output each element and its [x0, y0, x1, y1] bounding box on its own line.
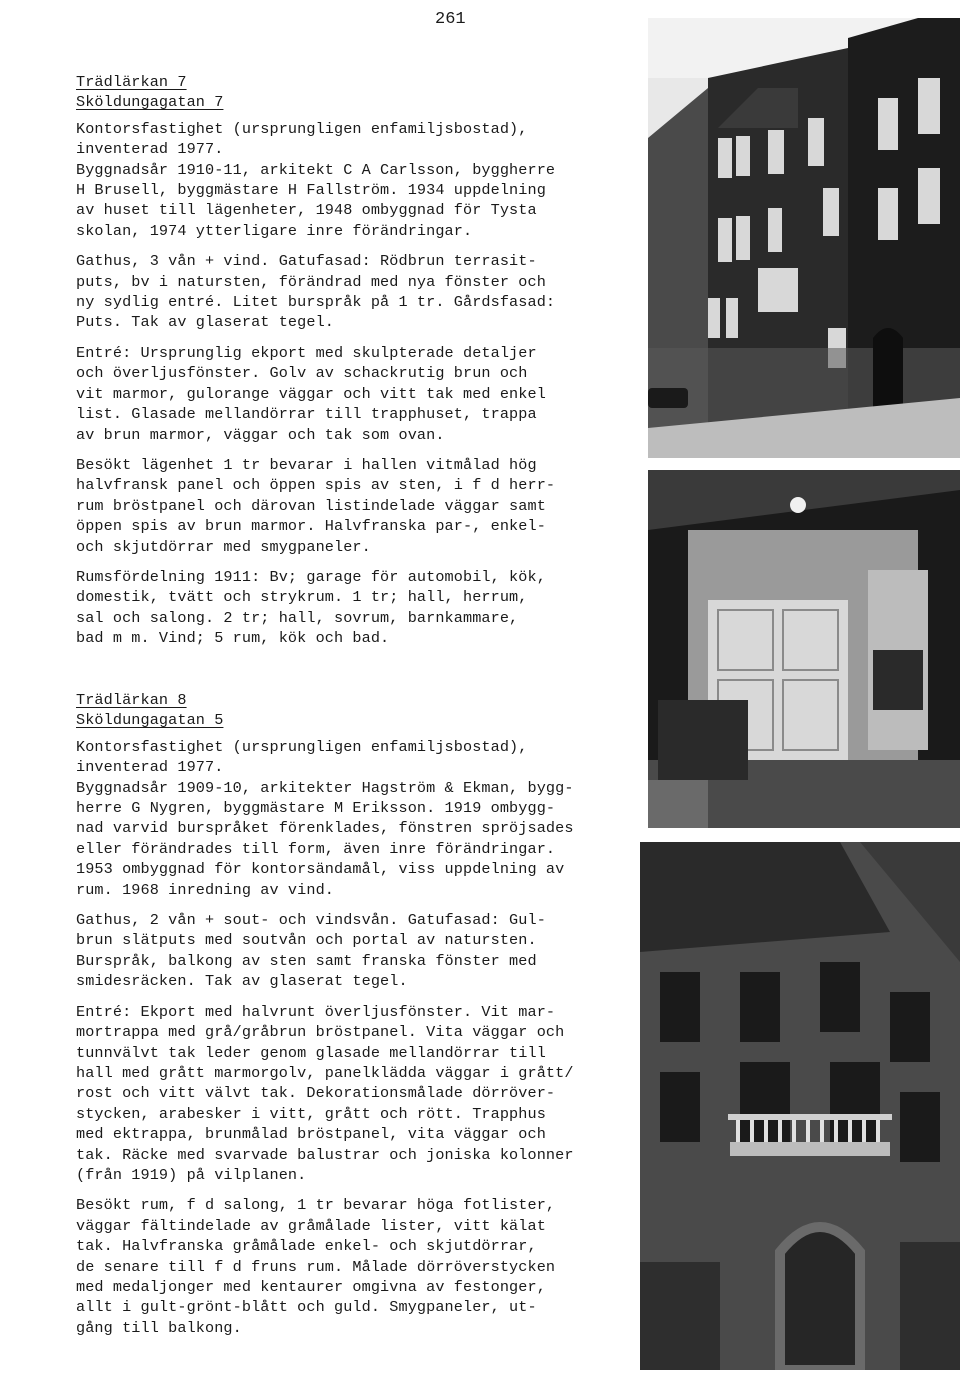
text-line: domestik, tvätt och strykrum. 1 tr; hall, herrum,	[76, 588, 528, 607]
paragraph	[76, 1195, 636, 1338]
text-line: list. Glasade mellandörrar till trapphuset, trappa	[76, 405, 537, 424]
text-line: 1953 ombyggnad för kontorsändamål, viss uppdelning av	[76, 860, 565, 879]
section-address: Sköldungagatan 7	[76, 93, 224, 112]
paragraph	[76, 737, 636, 900]
text-line: Byggnadsår 1909-10, arkitekter Hagström & Ekman, bygg-	[76, 778, 574, 797]
page-number: 261	[435, 10, 466, 29]
text-line: inventerad 1977.	[76, 140, 224, 159]
text-line: av huset till lägenheter, 1948 ombyggnad för Tysta	[76, 201, 537, 220]
text-line: sal och salong. 2 tr; hall, sovrum, barnkammare,	[76, 608, 519, 627]
text-line: rum bröstpanel och därovan listindelade väggar samt	[76, 496, 546, 515]
text-line: eller förändrades till form, även inre förändringar.	[76, 839, 556, 858]
text-line: Entré: Ursprunglig ekport med skulpterade detaljer	[76, 343, 537, 362]
paragraph	[76, 251, 636, 333]
text-line: brun slätputs med soutvån och portal av natursten.	[76, 931, 537, 950]
text-line: Kontorsfastighet (ursprungligen enfamiljsbostad),	[76, 737, 528, 756]
paragraph	[76, 343, 636, 445]
paragraph	[76, 567, 636, 649]
text-line: Besökt lägenhet 1 tr bevarar i hallen vitmålad hög	[76, 455, 537, 474]
text-line: Gathus, 2 vån + sout- och vindsvån. Gatufasad: Gul-	[76, 911, 546, 930]
text-line: och överljusfönster. Golv av schackrutig brun och	[76, 364, 528, 383]
text-line: ny sydlig entré. Litet burspråk på 1 tr. Gårdsfasad:	[76, 293, 556, 312]
text-line: tak. Halvfranska gråmålade enkel- och skjutdörrar,	[76, 1237, 537, 1256]
paragraph	[76, 455, 636, 557]
text-line: Kontorsfastighet (ursprungligen enfamiljsbostad),	[76, 119, 528, 138]
paragraph	[76, 1002, 636, 1186]
text-line: hall med grått marmorgolv, panelklädda väggar i grått/	[76, 1063, 574, 1082]
text-line: allt i gult-grönt-blått och guld. Smygpaneler, ut-	[76, 1298, 537, 1317]
text-line: Gathus, 3 vån + vind. Gatufasad: Rödbrun terrasit-	[76, 252, 537, 271]
text-line: herre G Nygren, byggmästare M Eriksson. 1919 ombygg-	[76, 799, 556, 818]
text-line: gång till balkong.	[76, 1318, 242, 1337]
text-line: mortrappa med grå/gråbrun bröstpanel. Vita väggar och	[76, 1023, 565, 1042]
text-line: tak. Räcke med svarvade balustrar och joniska kolonner	[76, 1145, 574, 1164]
text-line: halvfransk panel och öppen spis av sten, i f d herr-	[76, 476, 556, 495]
text-line: Puts. Tak av glaserat tegel.	[76, 313, 334, 332]
text-line: Byggnadsår 1910-11, arkitekt C A Carlsson, byggherre	[76, 160, 556, 179]
text-line: Burspråk, balkong av sten samt franska fönster med	[76, 951, 537, 970]
text-line: Entré: Ekport med halvrunt överljusfönster. Vit mar-	[76, 1002, 556, 1021]
text-line: rost och vitt välvt tak. Dekorationsmålade dörröver-	[76, 1084, 556, 1103]
section-heading: Trädlärkan 8	[76, 691, 187, 709]
text-line: och skjutdörrar med smygpaneler.	[76, 537, 371, 556]
section-tradlarkan-8	[76, 690, 636, 1348]
text-line: H Brusell, byggmästare H Fallström. 1934 uppdelning	[76, 181, 546, 200]
text-line: puts, bv i natursten, förändrad med nya fönster och	[76, 272, 546, 291]
text-line: Rumsfördelning 1911: Bv; garage för automobil, kök,	[76, 567, 546, 586]
text-line: öppen spis av brun marmor. Halvfranska par-, enkel-	[76, 517, 546, 536]
text-line: med ektrappa, brunmålad bröstpanel, vita väggar och	[76, 1125, 546, 1144]
text-line: vit marmor, gulorange väggar och vitt tak med enkel	[76, 384, 546, 403]
section-address: Sköldungagatan 5	[76, 711, 224, 730]
text-line: bad m m. Vind; 5 rum, kök och bad.	[76, 629, 390, 648]
text-line: tunnvälvt tak leder genom glasade mellandörrar till	[76, 1043, 546, 1062]
text-line: skolan, 1974 ytterligare inre förändringar.	[76, 221, 473, 240]
paragraph	[76, 910, 636, 992]
interior-hall-photo	[648, 470, 960, 828]
text-line: smidesräcken. Tak av glaserat tegel.	[76, 972, 408, 991]
text-line: av brun marmor, väggar och tak som ovan.	[76, 425, 445, 444]
facade-balcony-photo	[640, 842, 960, 1370]
building-facade-photo	[648, 18, 960, 458]
text-line: nad varvid burspråket förenklades, fönstren spröjsades	[76, 819, 574, 838]
text-line: inventerad 1977.	[76, 758, 224, 777]
text-line: väggar fältindelade av gråmålade lister, vitt kälat	[76, 1216, 546, 1235]
section-heading: Trädlärkan 7	[76, 73, 187, 91]
text-line: de senare till f d fruns rum. Målade dörröverstycken	[76, 1257, 556, 1276]
text-line: rum. 1968 inredning av vind.	[76, 880, 334, 899]
text-line: med medaljonger med kentaurer omgivna av festonger,	[76, 1277, 546, 1296]
text-line: Besökt rum, f d salong, 1 tr bevarar höga fotlister,	[76, 1196, 556, 1215]
section-tradlarkan-7	[76, 72, 636, 659]
text-line: stycken, arabesker i vitt, grått och rött. Trapphus	[76, 1104, 546, 1123]
text-line: (från 1919) på vilplanen.	[76, 1165, 307, 1184]
paragraph	[76, 119, 636, 241]
